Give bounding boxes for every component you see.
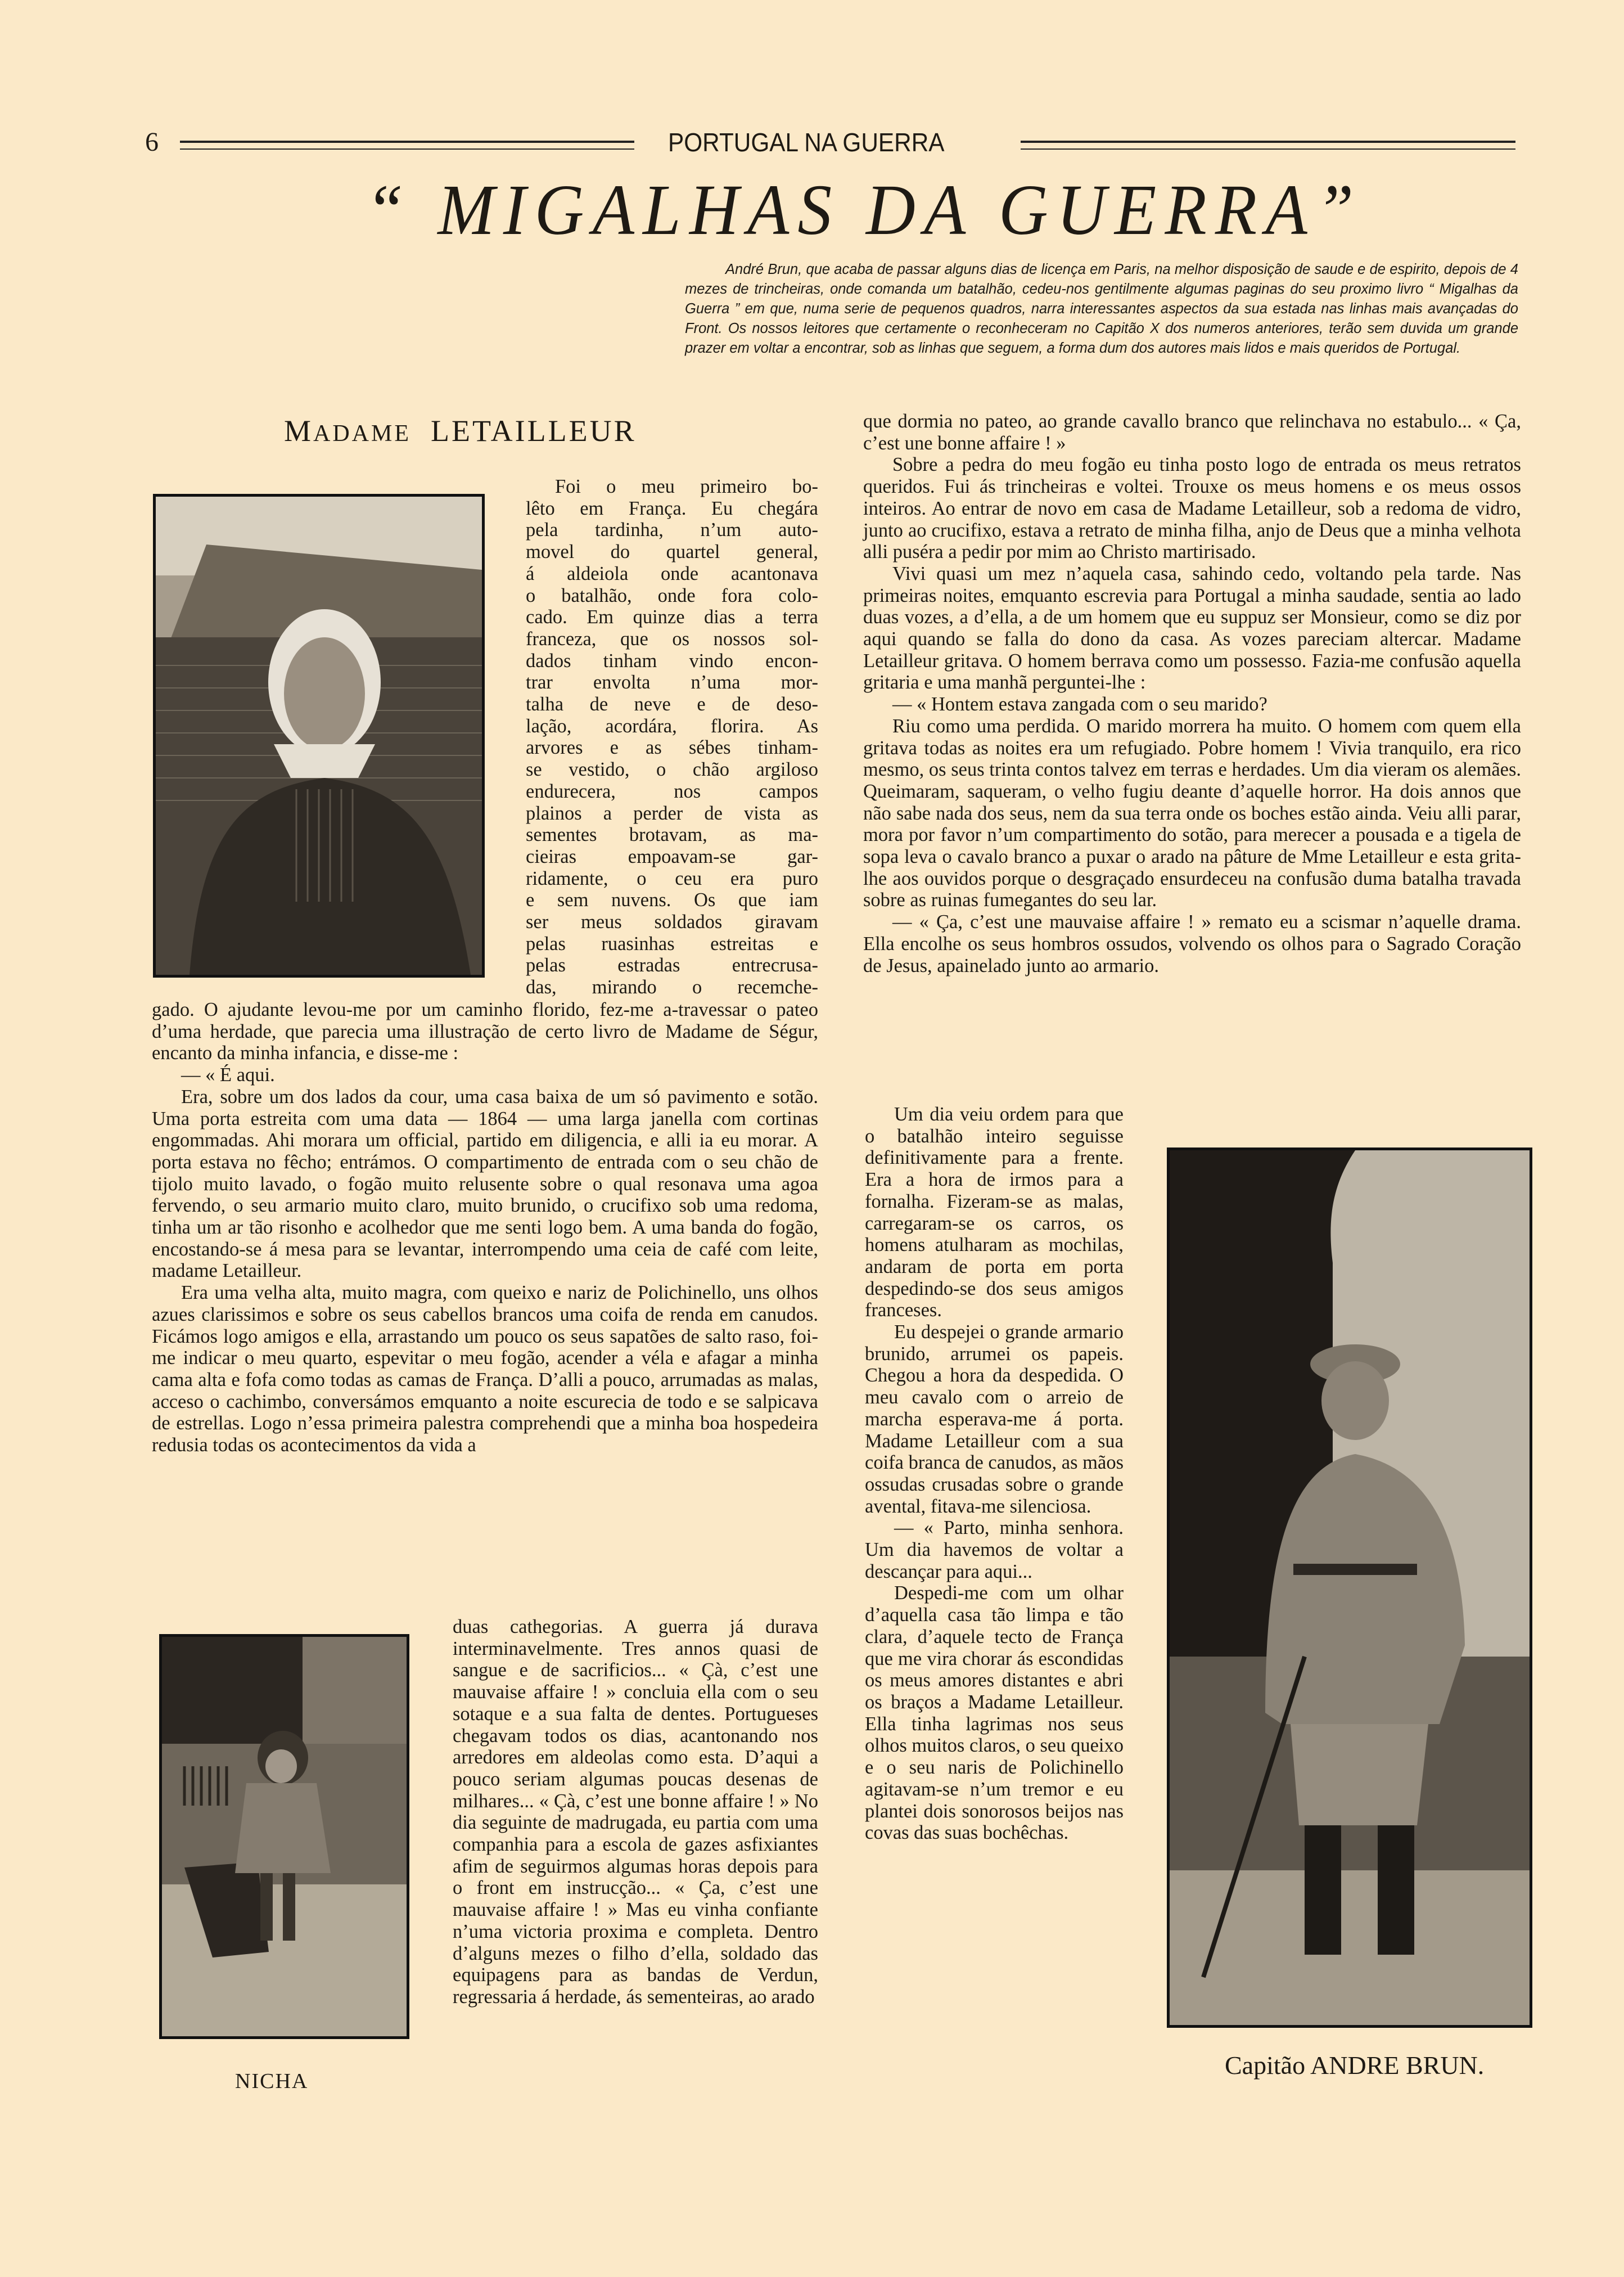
text-line: endurecera, nos campos	[526, 780, 818, 802]
left-column-text-full	[152, 999, 818, 1456]
text-line: cado. Em quinze dias a terra	[526, 606, 818, 628]
paragraph: gado. O ajudante levou-me por um caminho florido, fez-me a-travessar o pateo d’uma herdade, que parecia uma illustração de certo livro de Madame de Ségur, encanto da minha infancia, e disse-me :	[152, 999, 818, 1064]
paragraph: Era uma velha alta, muito magra, com queixo e nariz de Polichinello, uns olhos azues clarissimos e sobre os seus cabellos brancos uma coifa de renda em canudos. Ficámos logo amigos e ella, arrastando um pouco os seus sapatões de salto raso, foi-me indicar o meu quarto, espevitar o meu fogão, acender a véla e afagar a minha cama alta e fofa como todas as camas de França. D’alli a pouco, arrumadas as malas, acceso o cachimbo, conversámos emquanto a noite escurecia de todo e se salpicava de estrellas. Logo n’essa primeira palestra comprehendi que a minha boa hospedeira redusia todas os acontecimentos da vida a	[152, 1282, 818, 1456]
text-line: pelas estradas entrecrusa-	[526, 955, 818, 976]
section-heading-name: LETAILLEUR	[431, 414, 637, 448]
paragraph: — « Hontem estava zangada com o seu marido?	[892, 694, 1267, 716]
section-heading	[284, 413, 637, 448]
photo-nicha	[159, 1634, 409, 2039]
paragraph: — « Parto, minha senhora. Um dia havemos de voltar a descançar para aqui...	[865, 1517, 1124, 1582]
text-line: sementes brotavam, as ma-	[526, 824, 818, 846]
photo-madame-letailleur	[153, 494, 485, 978]
right-column-text-full	[863, 411, 1521, 976]
text-line: talha de neve e de deso-	[526, 694, 818, 716]
text-line: cieiras empoavam-se gar-	[526, 845, 818, 867]
paragraph: — « É aqui.	[181, 1064, 275, 1086]
header-rule-left	[180, 141, 634, 150]
right-column-text-beside-photo	[865, 1104, 1124, 1844]
paragraph: Despedi-me com um olhar d’aquella casa tão limpa e tão clara, d’aquele tecto de França que me vira chorar ás escondidas os meus amores distantes e abri os braços a Madame Letailleur. Ella tinha lagrimas nos seus olhos muitos claros, o seu queixo e o seu naris de Polichinello agitavam-se n’um tremor e eu plantei dois sonorosos beijos nas covas das suas bochêchas.	[865, 1582, 1124, 1844]
paragraph: Riu como uma perdida. O marido morrera ha muito. O homem com quem ella gritava todas as noites era um refugiado. Pobre homem ! Vivia tranquilo, era rico mesmo, os seus trinta contos talvez em terras e herdades. Um dia vieram os alemães. Queimaram, saqueram, o velho fugiu deante d’aquelle horror. Ha dois annos que não sabe nada dos seus, nem da sua terra onde os boches estão ainda. Veiu alli parar, mora por favor n’um compartimento do sotão, para merecer a pousada e a tigela de sopa leva o cavalo branco a puxar o arado na pâture de Mme Letailleur e esta grita-lhe aos ouvidos porque o desgraçado ensurdeceu na confusão duma batalha travada sobre as ruinas fumegantes do seu lar.	[863, 715, 1521, 911]
section-heading-smallcaps: ADAME	[313, 421, 412, 447]
text-line: á aldeiola onde acantonava	[526, 562, 818, 584]
caption-andre-brun: Capitão ANDRE BRUN.	[1225, 2051, 1485, 2080]
text-line: se vestido, o chão argiloso	[526, 759, 818, 781]
left-column-text-beside-photo	[526, 476, 818, 998]
text-line: trar envolta n’uma mor-	[526, 672, 818, 694]
photo-andre-brun	[1167, 1148, 1532, 2028]
text-line: franceza, que os nossos sol-	[526, 628, 818, 650]
paragraph: Um dia veiu ordem para que o batalhão inteiro seguisse definitivamente para a frente. Era a hora de irmos para a fornalha. Fizeram-se as malas, carregaram-se os carros, os homens atulharam as mochilas, andaram de porta em porta despedindo-se dos seus amigos franceses.	[865, 1104, 1124, 1321]
text-line: e sem nuvens. Os que iam	[526, 889, 818, 911]
text-line: pelas ruasinhas estreitas e	[526, 933, 818, 955]
header-rule-right	[1021, 141, 1515, 150]
text-line: Foi o meu primeiro bo-	[555, 476, 818, 497]
paragraph: Vivi quasi um mez n’aquela casa, sahindo cedo, voltando pela tarde. Nas primeiras noites, emquanto escrevia para Portugal a minha saudade, sentia ao lado duas vozes, a d’ella, a de um homem que eu suppuz ser Monsieur, como se diz por aqui quando se falla do dono da casa. As vozes pareciam altercar. Madame Letailleur gritava. O homem berrava como um possesso. Fazia-me confusão aquella gritaria e uma manhã perguntei-lhe :	[863, 562, 1521, 694]
paragraph: Era, sobre um dos lados da cour, uma casa baixa de um só pavimento e sotão. Uma porta estreita com uma data — 1864 — uma larga janella com cortinas engommadas. Ahi morara um official, partido em diligencia, e alli ia eu morar. A porta estava no fêcho; entrámos. O compartimento de entrada com o seu chão de tijolo muito lavado, o fogão muito relusente sobre o qual resonava uma agoa fervendo, o seu armario muito claro, muito brunido, o crucifixo sob uma redoma, tinha um ar tão risonho e acolhedor que me senti logo bem. A uma banda do fogão, encostando-se á mesa para se levantar, interrompendo uma ceia de café com leite, madame Letailleur.	[152, 1086, 818, 1282]
text-line: plainos a perder de vista as	[526, 802, 818, 824]
child-illustration	[162, 1637, 407, 2036]
text-line: dados tinham vindo encon-	[526, 650, 818, 672]
paragraph: Eu despejei o grande armario brunido, arrumei os papeis. Chegou a hora da despedida. O meu cavalo com o arreio de marcha esperava-me á porta. Madame Letailleur com a sua coifa branca de canudos, as mãos ossudas crusadas sobre o grande avental, fitava-me silenciosa.	[865, 1321, 1124, 1517]
intro-paragraph: André Brun, que acaba de passar alguns dias de licença em Paris, na melhor disposição de saude e de espirito, depois de 4 mezes de trincheiras, onde comanda um batalhão, cedeu-nos gentilmente algumas paginas do seu proximo livro “ Migalhas da Guerra ” em que, numa serie de pequenos quadros, narra interessantes aspectos da sua estada nas linhas mais avançadas do Front. Os nossos leitores que certamente o reconheceram no Capitão X dos numeros anteriores, terão sem duvida um grande prazer em voltar a encontrar, sob as linhas que seguem, a forma dum dos autores mais lidos e mais queridos de Portugal.	[685, 262, 1518, 356]
page-number: 6	[145, 127, 159, 157]
paragraph: — « Ça, c’est une mauvaise affaire ! » remato eu a scismar n’aquelle drama. Ella encolhe os seus hombros ossudos, volvendo os olhos para o Sagrado Coração de Jesus, apainelado junto ao armario.	[863, 911, 1521, 976]
paragraph: Sobre a pedra do meu fogão eu tinha posto logo de entrada os meus retratos queridos. Fui ás trincheiras e voltei. Trouxe os meus homens e os meus ossos inteiros. Ao entrar de novo em casa de Madame Letailleur, sob a redoma de vidro, junto ao crucifixo, estava a retrato de minha filha, anjo de Deus que a minha velhota alli puséra a pedir por mim ao Christo martirisado.	[863, 454, 1521, 563]
portrait-illustration	[156, 497, 482, 975]
article-title: “ MIGALHAS DA GUERRA”	[366, 170, 1363, 250]
text-line: o batalhão, onde fora colo-	[526, 584, 818, 606]
soldier-illustration	[1170, 1150, 1530, 2025]
text-line: arvores e as sébes tinham-	[526, 737, 818, 759]
paragraph: duas cathegorias. A guerra já durava interminavelmente. Tres annos quasi de sangue e de sacrificios... « Çà, c’est une mauvaise affaire ! » concluia ella com o seu sotaque e a sua falta de dentes. Portugueses chegavam todos os dias, acantonando nos arredores em aldeolas como esta. D’aqui a pouco seriam algumas poucas desenas de milhares... « Çà, c’est une bonne affaire ! » No dia seguinte de madrugada, eu partia com uma companhia para a escola de gazes asfixiantes afim de seguirmos algumas horas depois para o front em instrucção... « Ça, c’est une mauvaise affaire ! » Mas eu vinha confiante n’uma victoria proxima e completa. Dentro d’alguns mezes o filho d’ella, soldado das equipagens para as bandas de Verdun, regressaria á herdade, ás sementeiras, ao arado	[453, 1616, 818, 2008]
section-heading-initial: M	[284, 414, 314, 448]
caption-nicha: NICHA	[235, 2069, 309, 2093]
text-line: ridamente, o ceu era puro	[526, 867, 818, 889]
running-title: PORTUGAL NA GUERRA	[668, 128, 945, 157]
text-line: ser meus soldados giravam	[526, 911, 818, 933]
text-line: pela tardinha, n’um auto-	[526, 519, 818, 541]
article-intro	[685, 260, 1518, 358]
left-column-text-beside-nicha	[453, 1616, 818, 2008]
text-line: lação, acordára, florira. As	[526, 715, 818, 737]
paragraph: que dormia no pateo, ao grande cavallo branco que relinchava no estabulo... « Ça, c’est une bonne affaire ! »	[863, 411, 1521, 454]
text-line: das, mirando o recemche-	[526, 976, 818, 998]
text-line: movel do quartel general,	[526, 541, 818, 563]
text-line: lêto em França. Eu chegára	[526, 497, 818, 519]
